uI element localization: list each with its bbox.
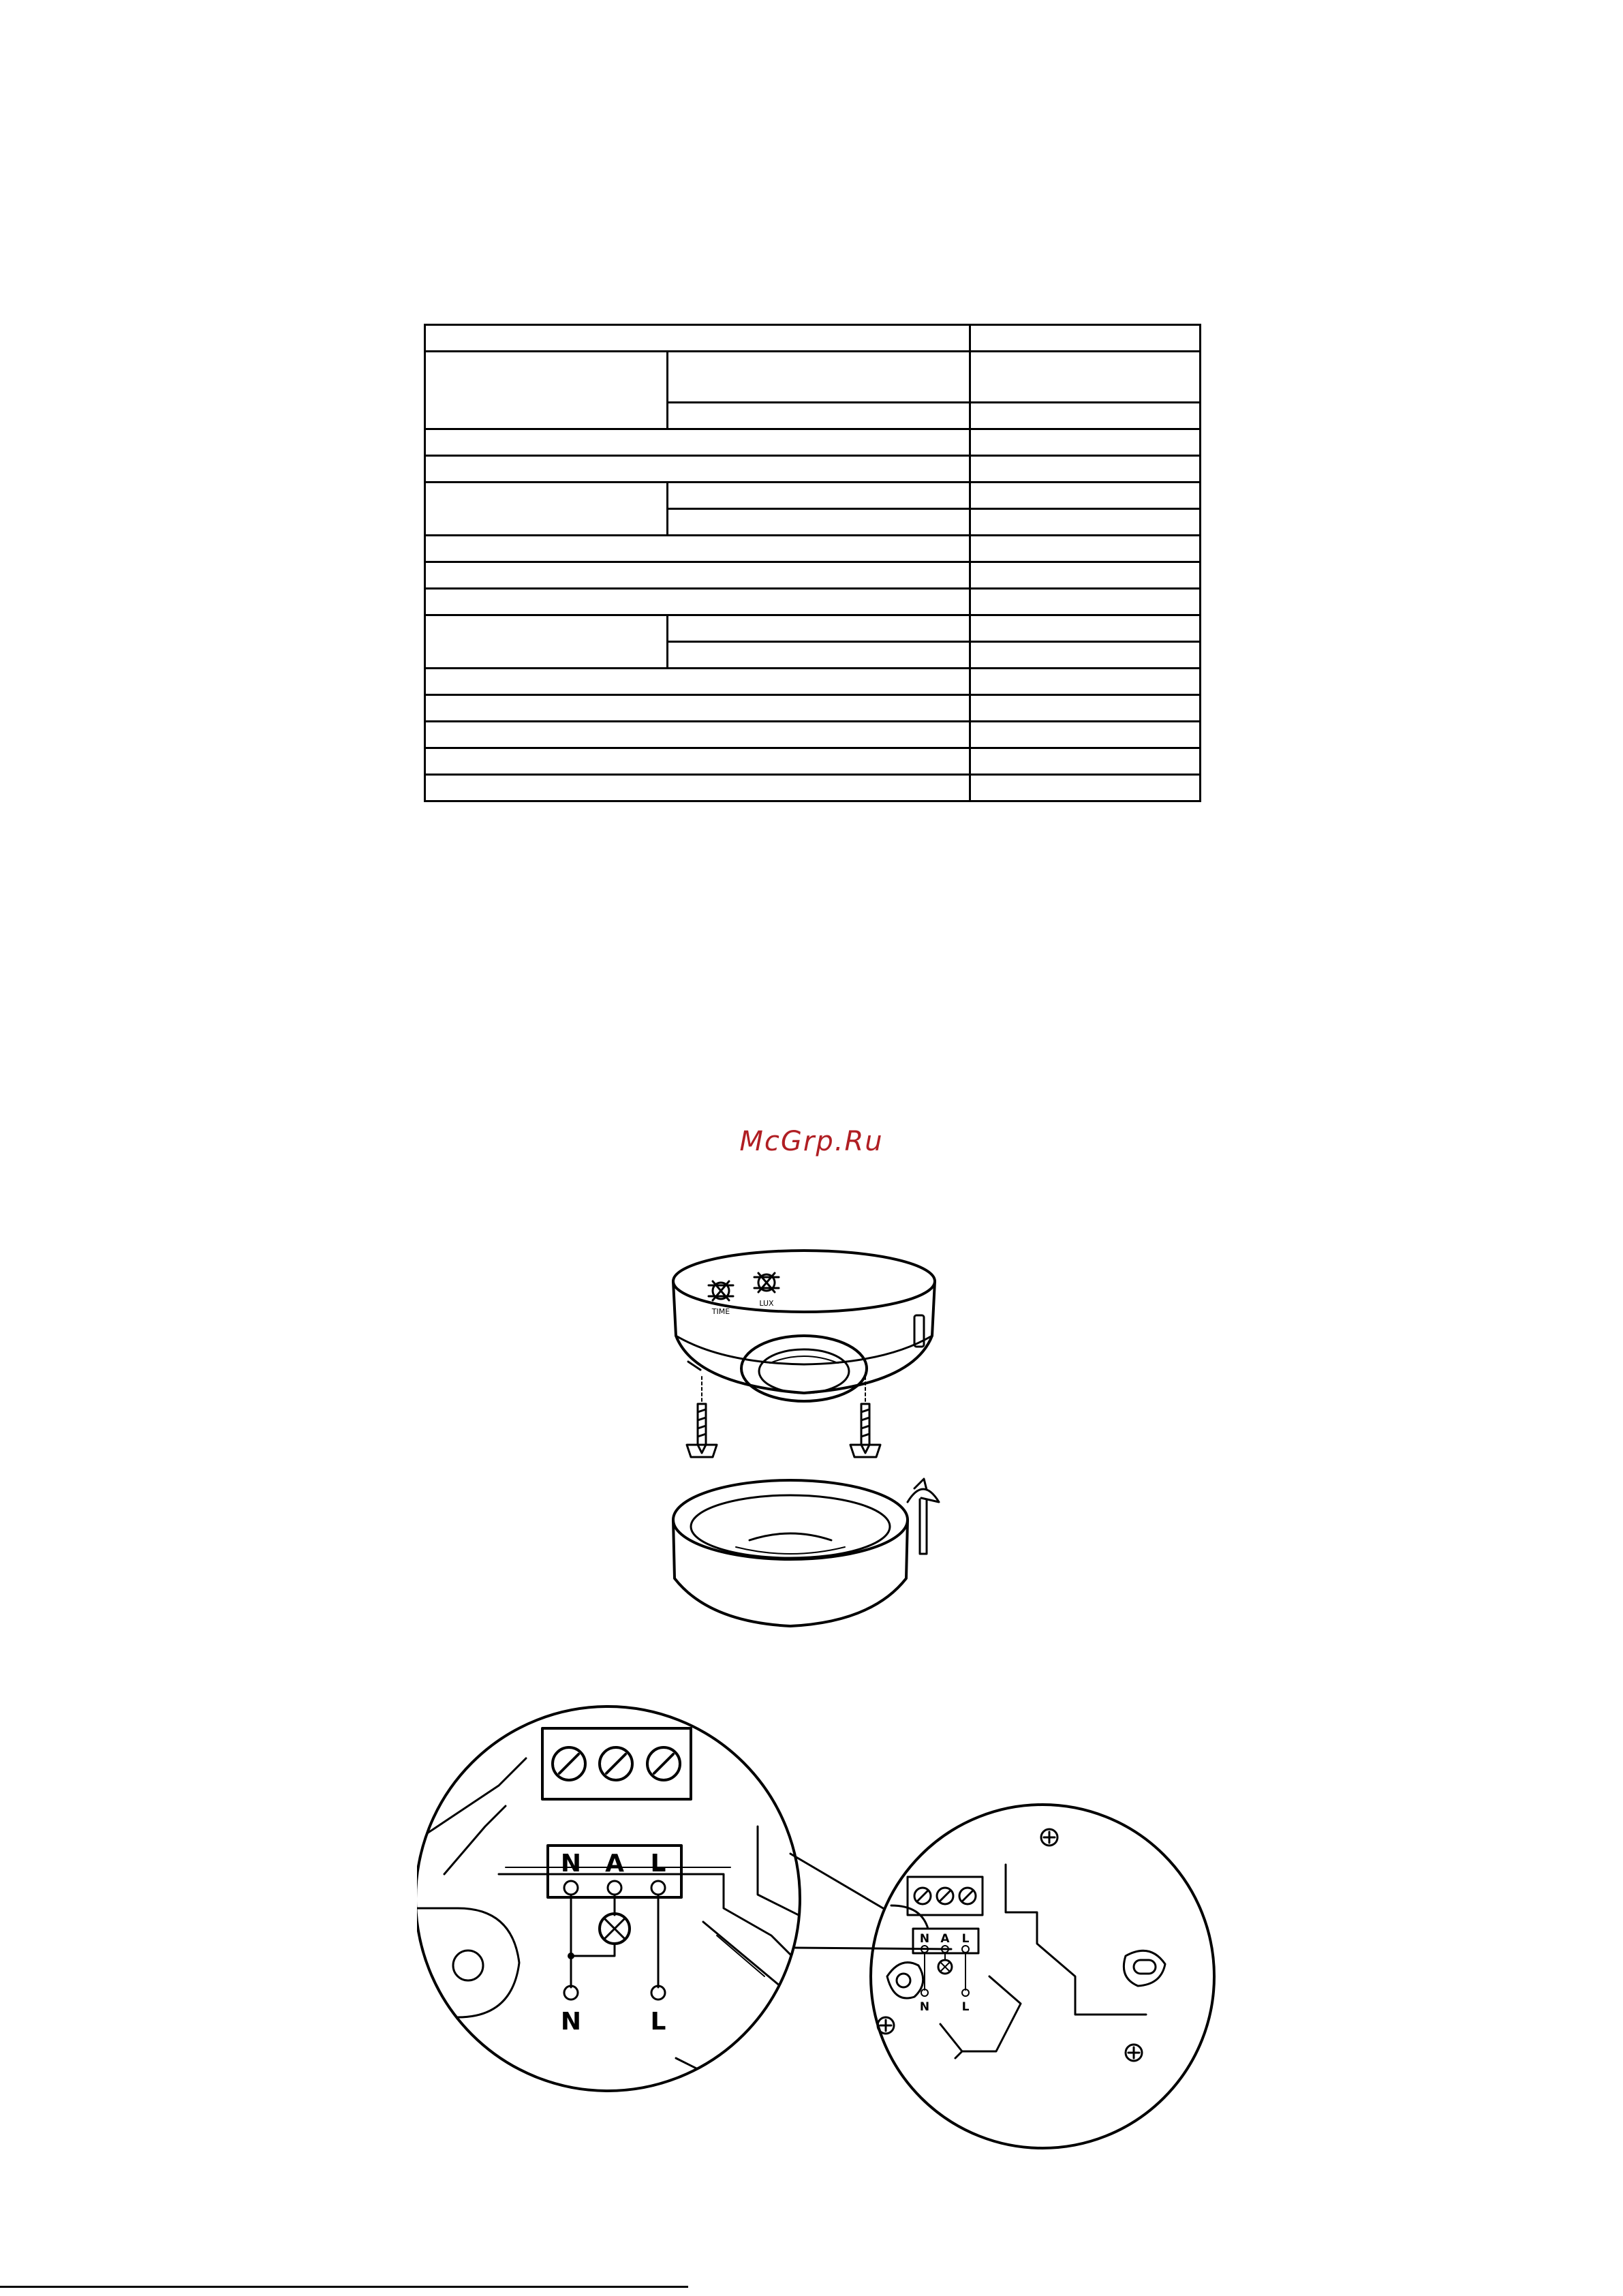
- table-cell: [425, 722, 970, 748]
- table-cell: [425, 775, 970, 801]
- wiring-diagram: [417, 1704, 1221, 2160]
- table-cell: [970, 509, 1201, 536]
- screw-icon: [850, 1404, 880, 1457]
- lux-label: LUX: [759, 1299, 774, 1308]
- table-cell: [425, 456, 970, 483]
- table-row: [425, 589, 1201, 615]
- magnified-terminal-view: [417, 1706, 812, 2091]
- table-cell: [668, 483, 970, 509]
- footnote-divider: [0, 2286, 688, 2288]
- terminal-label-l: L: [650, 1850, 666, 1878]
- table-cell: [970, 403, 1201, 429]
- wire-label-n: N: [560, 2008, 582, 2036]
- table-cell: [425, 352, 668, 429]
- table-cell: [425, 325, 970, 352]
- spec-table: [424, 324, 1201, 802]
- table-cell: [425, 429, 970, 456]
- sensor-head: [673, 1251, 935, 1401]
- table-cell: [970, 429, 1201, 456]
- table-cell: [425, 615, 668, 669]
- table-cell: [970, 669, 1201, 695]
- table-cell: [970, 722, 1201, 748]
- screw-icon: [687, 1404, 717, 1457]
- table-cell: [425, 589, 970, 615]
- screw-icon: [1126, 2045, 1142, 2061]
- table-cell: [668, 403, 970, 429]
- table-cell: [970, 352, 1201, 403]
- table-row: [425, 456, 1201, 483]
- terminal-label-l-small: L: [961, 1932, 970, 1946]
- table-cell: [970, 642, 1201, 669]
- table-cell: [425, 748, 970, 775]
- screw-icon: [1041, 1829, 1057, 1846]
- table-row: [425, 429, 1201, 456]
- mounting-ring: [673, 1480, 908, 1626]
- table-row: [425, 536, 1201, 562]
- watermark: McGrp.Ru: [739, 1126, 884, 1157]
- table-row: [425, 483, 1201, 509]
- terminal-label-a-small: A: [940, 1932, 950, 1946]
- time-label: TIME: [711, 1307, 730, 1316]
- table-row: [425, 775, 1201, 801]
- table-row: [425, 562, 1201, 589]
- table-cell: [970, 748, 1201, 775]
- wire-label-n-small: N: [919, 2000, 930, 2014]
- screw-icon: [878, 2017, 894, 2034]
- table-cell: [970, 325, 1201, 352]
- wire-label-l: L: [650, 2008, 666, 2036]
- table-cell: [668, 615, 970, 642]
- table-cell: [425, 536, 970, 562]
- table-row: [425, 695, 1201, 722]
- table-row: [425, 615, 1201, 642]
- table-cell: [970, 483, 1201, 509]
- table-row: [425, 722, 1201, 748]
- time-knob-icon: [709, 1281, 733, 1300]
- table-row: [425, 352, 1201, 403]
- table-cell: [425, 562, 970, 589]
- base-plate-view: [871, 1805, 1214, 2148]
- table-cell: [970, 775, 1201, 801]
- table-cell: [970, 562, 1201, 589]
- lux-knob-icon: [754, 1273, 779, 1292]
- table-cell: [970, 615, 1201, 642]
- table-cell: [425, 695, 970, 722]
- terminal-label-n: N: [560, 1850, 582, 1878]
- table-cell: [668, 509, 970, 536]
- table-cell: [668, 352, 970, 403]
- terminal-label-a: A: [605, 1850, 624, 1878]
- sensor-exploded-diagram: [668, 1240, 954, 1642]
- wire-label-l-small: L: [961, 2000, 970, 2014]
- table-cell: [425, 483, 668, 536]
- terminal-label-n-small: N: [919, 1932, 930, 1946]
- table-row: [425, 748, 1201, 775]
- table-cell: [668, 642, 970, 669]
- table-row: [425, 669, 1201, 695]
- table-cell: [970, 456, 1201, 483]
- table-cell: [425, 669, 970, 695]
- table-cell: [970, 695, 1201, 722]
- adjustment-key-icon: [908, 1479, 939, 1554]
- table-cell: [970, 589, 1201, 615]
- table-row: [425, 325, 1201, 352]
- table-cell: [970, 536, 1201, 562]
